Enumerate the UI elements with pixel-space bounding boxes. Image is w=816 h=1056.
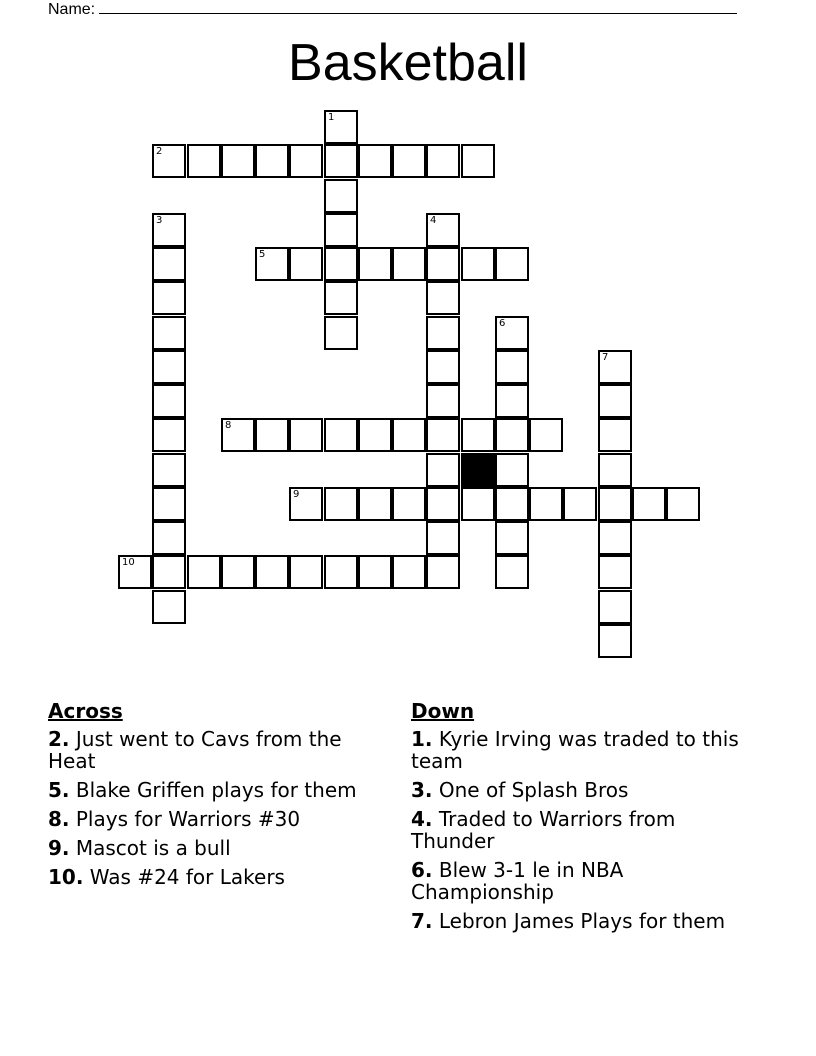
crossword-cell[interactable] — [392, 555, 426, 589]
across-clue — [48, 837, 368, 859]
clue-text: Kyrie Irving was traded to this team — [411, 727, 739, 773]
clue-number: 3 — [156, 215, 163, 226]
crossword-cell[interactable] — [152, 590, 186, 624]
crossword-cell[interactable] — [152, 350, 186, 384]
clue-number-label: 6. — [411, 858, 433, 882]
crossword-cell[interactable] — [324, 144, 358, 178]
crossword-cell[interactable] — [358, 418, 392, 452]
crossword-cell[interactable] — [118, 555, 152, 589]
crossword-cell[interactable] — [495, 418, 529, 452]
crossword-cell[interactable] — [324, 316, 358, 350]
crossword-cell[interactable] — [324, 418, 358, 452]
crossword-cell[interactable] — [255, 144, 289, 178]
crossword-cell[interactable] — [187, 555, 221, 589]
crossword-cell[interactable] — [324, 110, 358, 144]
crossword-cell[interactable] — [358, 487, 392, 521]
clue-number-label: 3. — [411, 778, 433, 802]
crossword-cell[interactable] — [598, 384, 632, 418]
across-heading: Across — [48, 699, 123, 723]
crossword-cell[interactable] — [426, 384, 460, 418]
crossword-cell[interactable] — [426, 316, 460, 350]
crossword-cell[interactable] — [598, 453, 632, 487]
crossword-cell[interactable] — [392, 487, 426, 521]
crossword-cell[interactable] — [461, 144, 495, 178]
crossword-cell[interactable] — [289, 144, 323, 178]
crossword-cell[interactable] — [598, 624, 632, 658]
crossword-cell[interactable] — [495, 316, 529, 350]
clue-text: Plays for Warriors #30 — [69, 807, 301, 831]
crossword-cell[interactable] — [461, 418, 495, 452]
clue-number: 7 — [602, 352, 609, 363]
down-clue — [411, 859, 751, 903]
crossword-cell[interactable] — [495, 384, 529, 418]
clue-text: One of Splash Bros — [432, 778, 629, 802]
crossword-cell[interactable] — [598, 555, 632, 589]
across-clue — [48, 808, 368, 830]
crossword-cell[interactable] — [426, 555, 460, 589]
crossword-cell[interactable] — [152, 521, 186, 555]
crossword-cell[interactable] — [426, 487, 460, 521]
crossword-cell[interactable] — [426, 247, 460, 281]
clue-text: Mascot is a bull — [69, 836, 231, 860]
down-clue — [411, 728, 751, 772]
crossword-cell[interactable] — [324, 213, 358, 247]
clue-number: 4 — [430, 215, 437, 226]
crossword-cell[interactable] — [426, 418, 460, 452]
across-clue — [48, 866, 368, 888]
page-title: Basketball — [288, 34, 528, 92]
down-clue — [411, 910, 751, 932]
crossword-cell[interactable] — [289, 555, 323, 589]
crossword-cell[interactable] — [152, 418, 186, 452]
clue-number: 2 — [156, 146, 163, 157]
crossword-cell[interactable] — [289, 418, 323, 452]
crossword-cell[interactable] — [289, 247, 323, 281]
crossword-cell[interactable] — [187, 144, 221, 178]
clue-text: Was #24 for Lakers — [83, 865, 285, 889]
crossword-cell[interactable] — [495, 453, 529, 487]
clue-text: Blake Griffen plays for them — [69, 778, 357, 802]
clue-text: Just went to Cavs from the Heat — [48, 727, 342, 773]
crossword-cell[interactable] — [221, 418, 255, 452]
clue-number-label: 4. — [411, 807, 433, 831]
crossword-cell[interactable] — [495, 350, 529, 384]
down-clue — [411, 779, 751, 801]
crossword-cell[interactable] — [495, 521, 529, 555]
clue-number: 1 — [328, 112, 335, 123]
clue-number-label: 9. — [48, 836, 70, 860]
across-clues — [48, 700, 368, 895]
crossword-cell[interactable] — [426, 521, 460, 555]
crossword-cell[interactable] — [598, 350, 632, 384]
crossword-cell[interactable] — [324, 247, 358, 281]
crossword-cell[interactable] — [152, 384, 186, 418]
clue-number-label: 2. — [48, 727, 70, 751]
crossword-cell[interactable] — [358, 144, 392, 178]
name-label: Name: — [48, 1, 96, 18]
crossword-cell[interactable] — [324, 179, 358, 213]
crossword-cell[interactable] — [324, 555, 358, 589]
crossword-cell[interactable] — [255, 555, 289, 589]
crossword-cell[interactable] — [426, 281, 460, 315]
crossword-cell[interactable] — [529, 487, 563, 521]
clue-number-label: 5. — [48, 778, 70, 802]
clue-number-label: 10. — [48, 865, 84, 889]
crossword-cell[interactable] — [598, 521, 632, 555]
clue-number-label: 7. — [411, 909, 433, 933]
crossword-cell[interactable] — [152, 247, 186, 281]
crossword-cell[interactable] — [324, 487, 358, 521]
clue-number: 9 — [293, 489, 300, 500]
clue-number-label: 8. — [48, 807, 70, 831]
crossword-block — [461, 453, 495, 487]
crossword-cell[interactable] — [461, 247, 495, 281]
down-heading: Down — [411, 699, 475, 723]
crossword-cell[interactable] — [152, 453, 186, 487]
crossword-cell[interactable] — [632, 487, 666, 521]
crossword-cell[interactable] — [461, 487, 495, 521]
clue-number: 6 — [499, 318, 506, 329]
clue-number-label: 1. — [411, 727, 433, 751]
crossword-cell[interactable] — [598, 487, 632, 521]
clue-number: 5 — [259, 249, 266, 260]
crossword-cell[interactable] — [392, 418, 426, 452]
crossword-cell[interactable] — [152, 281, 186, 315]
crossword-cell[interactable] — [426, 144, 460, 178]
crossword-cell[interactable] — [255, 247, 289, 281]
crossword-cell[interactable] — [358, 555, 392, 589]
crossword-cell[interactable] — [495, 555, 529, 589]
down-clues — [411, 700, 751, 939]
clue-text: Lebron James Plays for them — [432, 909, 726, 933]
crossword-cell[interactable] — [152, 213, 186, 247]
crossword-cell[interactable] — [392, 247, 426, 281]
crossword-cell[interactable] — [598, 418, 632, 452]
crossword-cell[interactable] — [598, 590, 632, 624]
crossword-cell[interactable] — [221, 144, 255, 178]
crossword-cell[interactable] — [152, 487, 186, 521]
crossword-cell[interactable] — [221, 555, 255, 589]
across-clue — [48, 728, 368, 772]
clue-text: Blew 3-1 le in NBA Championship — [411, 858, 624, 904]
crossword-cell[interactable] — [426, 213, 460, 247]
crossword-cell[interactable] — [392, 144, 426, 178]
clue-number: 10 — [122, 557, 135, 568]
across-clue — [48, 779, 368, 801]
crossword-cell[interactable] — [529, 418, 563, 452]
crossword-cell[interactable] — [289, 487, 323, 521]
crossword-cell[interactable] — [152, 144, 186, 178]
crossword-cell[interactable] — [152, 555, 186, 589]
down-clue — [411, 808, 751, 852]
crossword-cell[interactable] — [255, 418, 289, 452]
clue-number: 8 — [225, 420, 232, 431]
crossword-cell[interactable] — [563, 487, 597, 521]
crossword-cell[interactable] — [495, 487, 529, 521]
crossword-cell[interactable] — [426, 350, 460, 384]
crossword-cell[interactable] — [358, 247, 392, 281]
crossword-cell[interactable] — [426, 453, 460, 487]
crossword-cell[interactable] — [152, 316, 186, 350]
crossword-cell[interactable] — [495, 247, 529, 281]
crossword-cell[interactable] — [324, 281, 358, 315]
crossword-cell[interactable] — [666, 487, 700, 521]
clue-text: Traded to Warriors from Thunder — [411, 807, 676, 853]
